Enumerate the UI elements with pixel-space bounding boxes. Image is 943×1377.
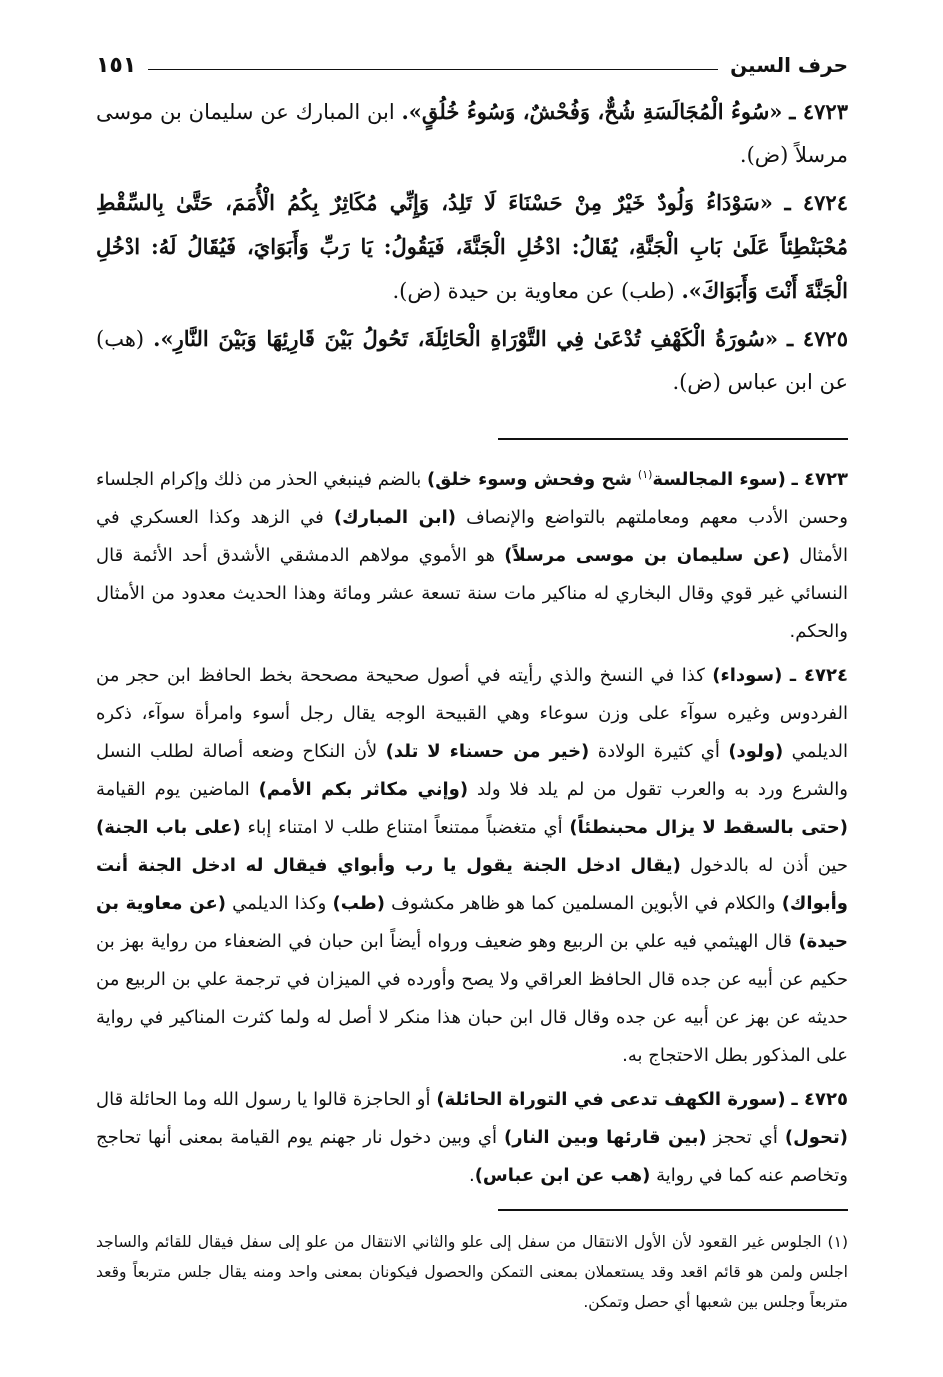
commentary-text: أي متغضباً ممتنعاً امتناع طلب لا امتناء إباء (247, 817, 563, 838)
quoted-phrase: (سورة الكهف تدعى في التوراة الحائلة) (436, 1089, 786, 1110)
hadith-source: (هب) عن ابن عباس (ض). (96, 327, 848, 394)
hadith-4724 (96, 181, 848, 313)
commentary-text: قال الهيثمي فيه علي بن الربيع وهو ضعيف ورواه أيضاً ابن حبان في الضعفاء من رواية بهز بن حكيم عن أبيه عن جده قال الحافظ العراقي ولا يصح وأورده في الميزان في ترجمة علي بن الربيع من حديثه عن بهز عن أبيه عن جده وقال قال ابن حبان هذا منكر لا أصل له ولما كثرت المناكير في رواية على المذكور بطل الاحتجاج به. (96, 931, 848, 1066)
commentary-number: ٤٧٢٣ ـ (791, 469, 848, 490)
page-number: ١٥١ (96, 52, 137, 78)
commentary-4725 (96, 1081, 848, 1195)
commentary-text: حين أذن له بالدخول (690, 855, 848, 876)
quoted-phrase: (حتى بالسقط لا يزال محبنطئاً) (569, 817, 848, 838)
commentary-text: الماضين يوم القيامة (96, 779, 250, 800)
commentary-text: هو الأموي مولاهم الدمشقي الأشدق أحد الأئمة قال النسائي غير قوي وقال البخاري له مناكير مات سنة تسعة عشر ومائة وهذا الحديث معدود من الأمثال والحكم. (96, 545, 848, 642)
hadith-matn: «سُورَةُ الْكَهْفِ تُدْعَىٰ فِي التَّوْرَاةِ الْحَائِلَةَ، تَحُولُ بَيْنَ قَارِئِهَا وَبَيْنَ النَّارِ». (153, 326, 778, 351)
hadith-4725 (96, 317, 848, 404)
quoted-phrase: (سوء المجالسة (652, 469, 786, 490)
quoted-phrase: (سوداء) (712, 665, 783, 686)
hadith-source: (طب) عن معاوية بن حيدة (ض). (392, 279, 675, 303)
quoted-phrase: (يقال ادخل الجنة يقول يا رب وأبواي فيقال له ادخل الجنة أنت وأبواك) (96, 855, 848, 914)
quoted-phrase: (ولود) (728, 741, 784, 762)
chapter-title: حرف السين (730, 53, 848, 77)
quoted-phrase: (على باب الجنة) (96, 817, 241, 838)
hadith-matn: «سَوْدَاءُ وَلُودٌ خَيْرٌ مِنْ حَسْنَاءَ لَا تَلِدُ، وَإِنِّي مُكَاثِرٌ بِكُمُ الْأُمَمَ، حَتَّىٰ بِالسِّقْطِ مُحْبَنْطِئاً عَلَىٰ بَابِ الْجَنَّةِ، يُقَالُ: ادْخُلِ الْجَنَّةَ، فَيَقُولُ: يَا رَبِّ وَأَبَوَايَ، فَيُقَالُ لَهُ: ادْخُلِ الْجَنَّةَ أَنْتَ وَأَبَوَاكَ». (96, 190, 848, 303)
quoted-phrase: (هب عن ابن عباس) (474, 1165, 651, 1186)
commentary-text: أو الحاجزة قالوا يا رسول الله وما الحائلة قال (96, 1089, 431, 1110)
hadith-source: ابن المبارك عن سليمان بن موسى مرسلاً (ض). (96, 100, 848, 167)
commentary-4723 (96, 456, 848, 651)
quoted-phrase: (وإني مكاثر بكم الأمم) (258, 779, 469, 800)
hadith-number: ٤٧٢٤ ـ (784, 190, 848, 215)
page (96, 40, 848, 1332)
quoted-phrase: (عن سليمان بن موسى مرسلاً) (504, 545, 790, 566)
commentary-text: أي تحجز (713, 1127, 778, 1148)
footnote (96, 1227, 848, 1317)
quoted-phrase: شح وفحش وسوء خلق) (427, 469, 633, 490)
footnote-ref: (١) (637, 468, 653, 481)
commentary-text: وكذا الديلمي (232, 893, 327, 914)
hadith-4723 (96, 90, 848, 177)
commentary-separator (498, 438, 848, 440)
commentary-text: والكلام في الأبوين المسلمين كما هو ظاهر مكشوف (391, 893, 776, 914)
quoted-phrase: (بين قارئها وبين النار) (503, 1127, 707, 1148)
hadith-number: ٤٧٢٣ ـ (789, 99, 848, 124)
hadith-matn: «سُوءُ الْمُجَالَسَةِ شُحٌّ، وَفُحْشٌ، وَسُوءُ خُلُقٍ». (401, 99, 783, 124)
quoted-phrase: (تحول) (784, 1127, 848, 1148)
header-rule (148, 69, 718, 70)
commentary-text: أي وبين دخول نار جهنم يوم القيامة بمعنى أنها تحاجج وتخاصم عنه كما في رواية (96, 1127, 848, 1186)
commentary-text: كذا في النسخ والذي رأيته في أصول صحيحة مصححة بخط الحافظ ابن حجر من الفردوس وغيره سوآء على وزن سوعاء وهي القبيحة الوجه يقال رجل أسوء وامرأة سوآء، ذكره الديلمي (96, 665, 848, 762)
commentary-text: بالضم فينبغي الحذر من ذلك وإكرام الجلساء وحسن الأدب معهم ومعاملتهم بالتواضع والإنصاف (96, 469, 848, 528)
quoted-phrase: (طب) (332, 893, 385, 914)
page-header (96, 40, 848, 90)
footnote-marker: (١) (827, 1232, 848, 1251)
commentary-4724 (96, 657, 848, 1075)
commentary-text: أي كثيرة الولادة (597, 741, 720, 762)
commentary-text: . (468, 1165, 475, 1186)
commentary-number: ٤٧٢٤ ـ (789, 665, 848, 686)
commentary-number: ٤٧٢٥ ـ (791, 1089, 848, 1110)
quoted-phrase: (عن معاوية بن حيدة) (96, 893, 848, 952)
hadith-number: ٤٧٢٥ ـ (787, 326, 848, 351)
footnote-text: الجلوس غير القعود لأن الأول الانتقال من سفل إلى علو والثاني الانتقال من علو إلى سفل فيقال للقائم والساجد اجلس ولمن هو قائم اقعد وقد يستعملان بمعنى التمكن والحصول فيكونان بمعنى واحد ومنه يقال جلس متربعاً وقعد متربعاً وجلس بين شعبها أي حصل وتمكن. (96, 1232, 848, 1311)
footnote-separator (498, 1209, 848, 1211)
commentary-text: لأن النكاح وضعه أصالة لطلب النسل والشرع ورد به والعرب تقول من لم يلد فلا ولد (96, 741, 848, 800)
quoted-phrase: (ابن المبارك) (333, 507, 457, 528)
quoted-phrase: (خير من حسناء لا تلد) (385, 741, 590, 762)
commentary-text: في الزهد وكذا العسكري في الأمثال (96, 507, 848, 566)
